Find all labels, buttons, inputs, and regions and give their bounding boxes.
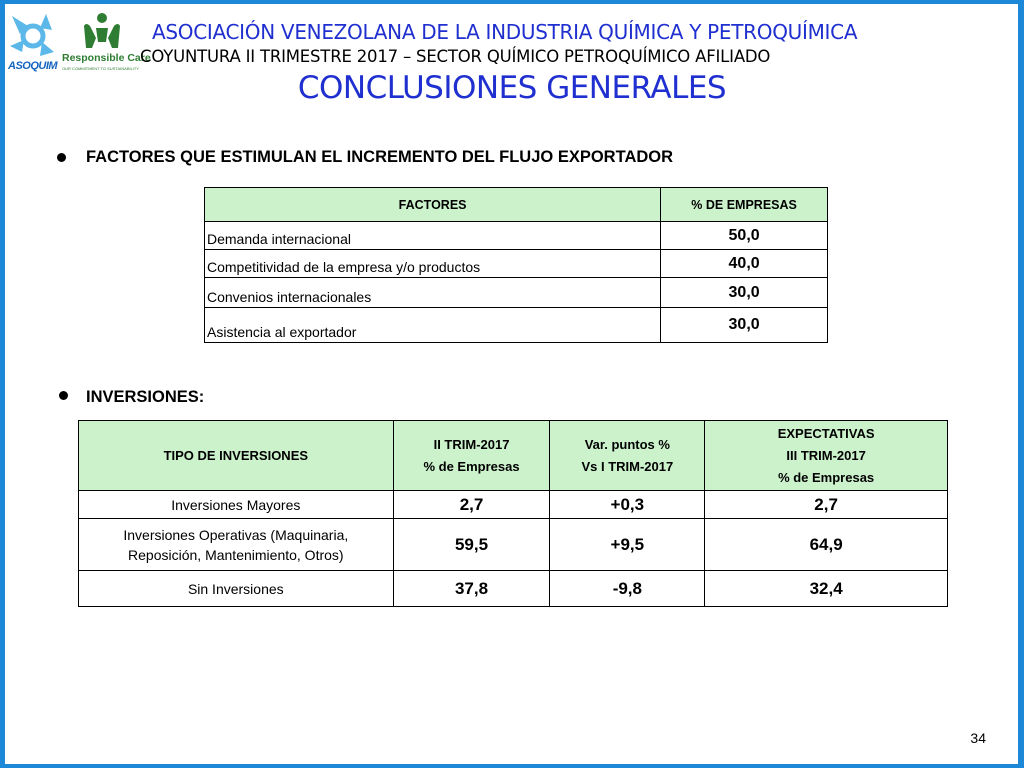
ii-trim-value: 37,8 [393,571,550,607]
var-puntos-value: -9,8 [550,571,705,607]
var-puntos-value: +9,5 [550,519,705,571]
factor-value: 30,0 [661,278,828,308]
factor-value: 50,0 [661,222,828,250]
table-header-row [205,188,828,222]
responsible-care-logo [62,12,151,74]
table-row [79,519,948,571]
factor-label: Demanda internacional [205,222,661,250]
factor-label: Convenios internacionales [205,278,661,308]
table-row [205,308,828,343]
responsible-care-hands-icon [62,12,142,52]
page-title: CONCLUSIONES GENERALES [297,70,727,106]
header-ii-trim: II TRIM-2017 % de Empresas [393,421,550,491]
factor-label: Asistencia al exportador [205,308,661,343]
factor-value: 30,0 [661,308,828,343]
table-row [205,278,828,308]
header-expectativas: EXPECTATIVAS III TRIM-2017 % de Empresas [705,421,948,491]
header-var-puntos: Var. puntos % Vs I TRIM-2017 [550,421,705,491]
expectativas-value: 32,4 [705,571,948,607]
bullet-icon [59,391,68,400]
investments-table [78,420,948,607]
factor-label: Competitividad de la empresa y/o productos [205,250,661,278]
inversion-label: Sin Inversiones [79,571,394,607]
responsible-care-text: Responsible Care [62,52,151,64]
organization-name: ASOCIACIÓN VENEZOLANA DE LA INDUSTRIA QUÍMICA Y PETROQUÍMICA [152,20,858,44]
ii-trim-value: 59,5 [393,519,550,571]
table-row [205,250,828,278]
section-title-factores: FACTORES QUE ESTIMULAN EL INCREMENTO DEL FLUJO EXPORTADOR [86,148,674,166]
var-puntos-value: +0,3 [550,491,705,519]
header-factores: FACTORES [205,188,661,222]
factors-table [204,187,828,343]
expectativas-value: 64,9 [705,519,948,571]
expectativas-value: 2,7 [705,491,948,519]
header-pct-empresas: % DE EMPRESAS [661,188,828,222]
ii-trim-value: 2,7 [393,491,550,519]
header-tipo-inversiones: TIPO DE INVERSIONES [79,421,394,491]
asoquim-logo [6,12,64,76]
bullet-icon [57,153,66,162]
inversion-label: Inversiones Operativas (Maquinaria, Reposición, Mantenimiento, Otros) [79,519,394,571]
responsible-care-tagline: OUR COMMITMENT TO SUSTAINABILITY [62,66,140,71]
table-header-row [79,421,948,491]
page-number: 34 [970,730,986,746]
table-row [79,491,948,519]
asoquim-symbol-icon [6,12,64,62]
table-row [79,571,948,607]
asoquim-logo-text: ASOQUIM [8,60,58,72]
report-subtitle: COYUNTURA II TRIMESTRE 2017 – SECTOR QUÍMICO PETROQUÍMICO AFILIADO [140,47,771,66]
section-title-inversiones: INVERSIONES: [86,388,205,406]
table-row [205,222,828,250]
inversion-label: Inversiones Mayores [79,491,394,519]
factor-value: 40,0 [661,250,828,278]
